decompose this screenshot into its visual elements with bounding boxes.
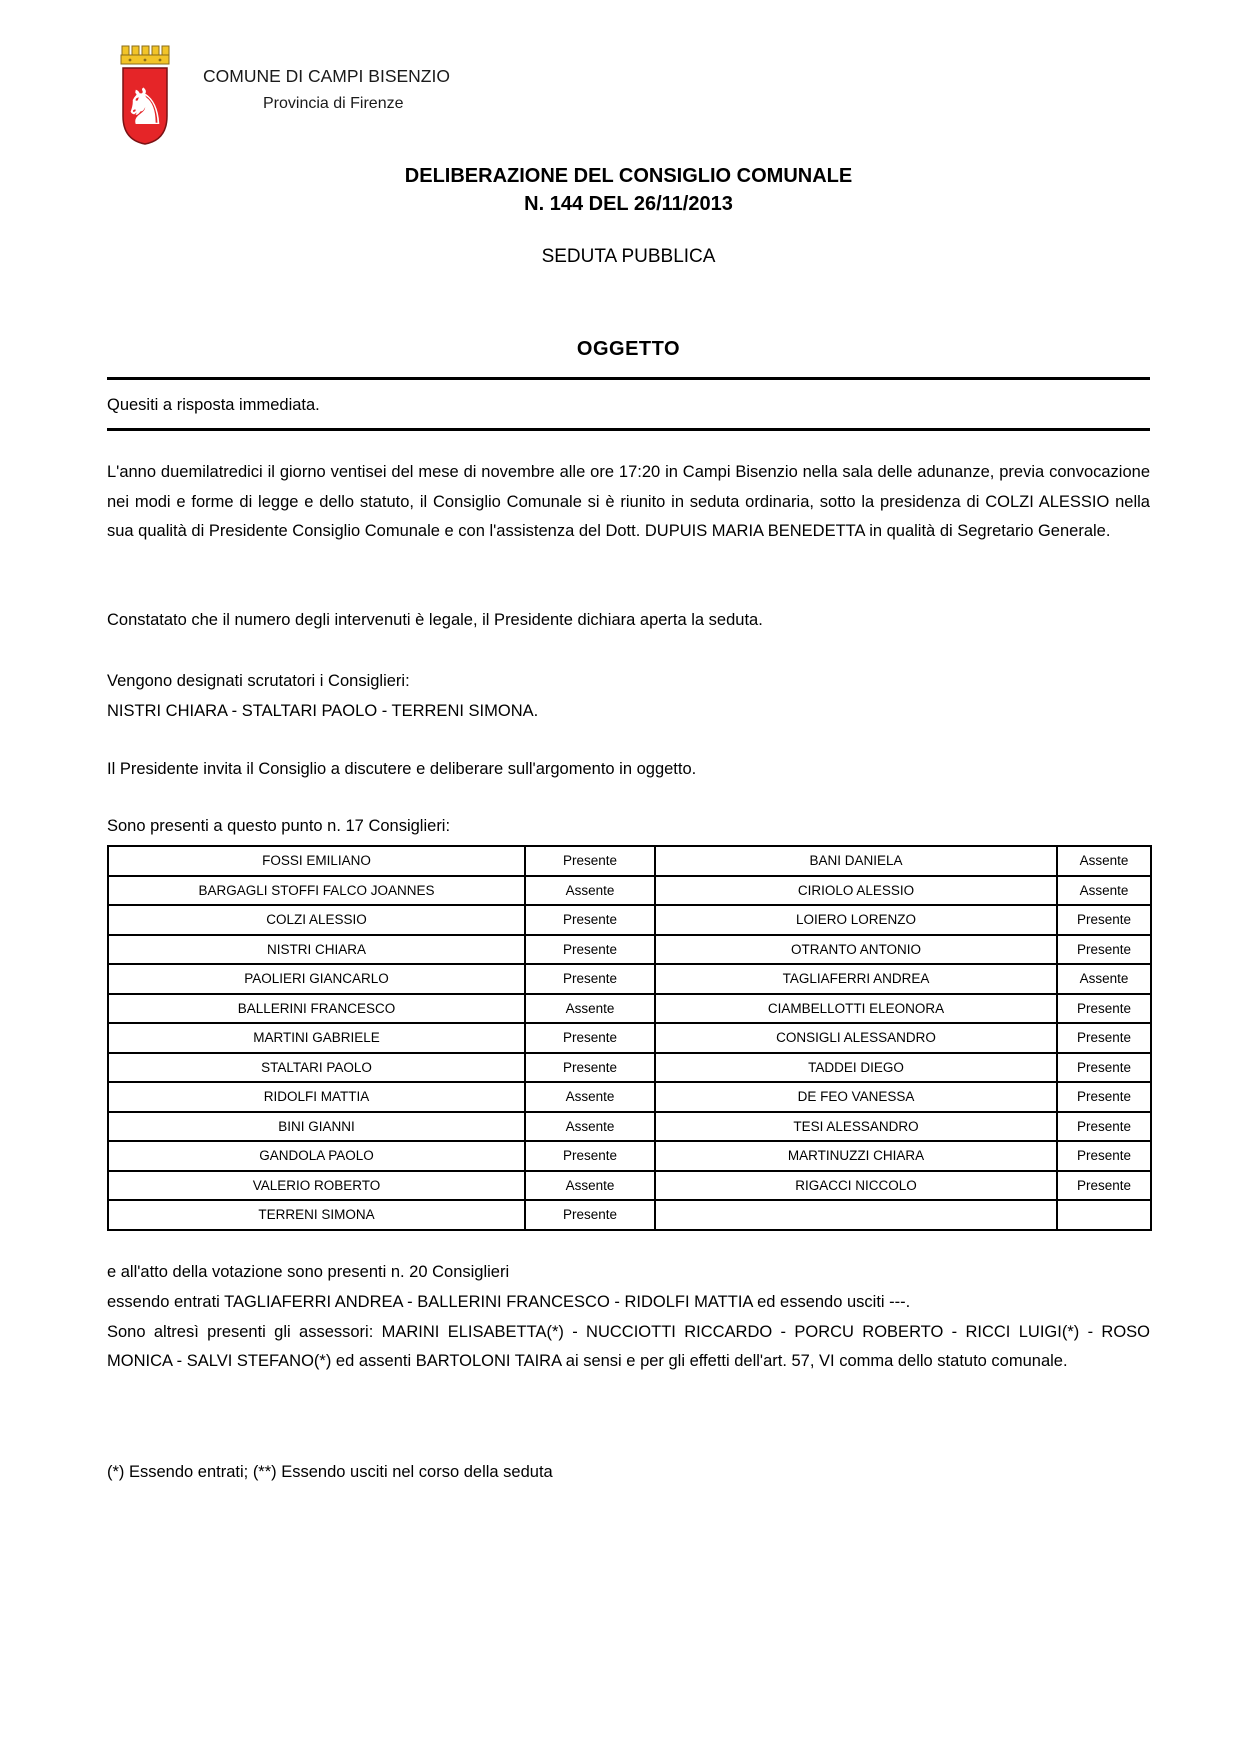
status-right: Assente [1057,964,1151,994]
councilor-name-right: CONSIGLI ALESSANDRO [655,1023,1057,1053]
object-heading: OGGETTO [576,338,681,360]
attendance-row [108,1200,1151,1230]
status-right: Presente [1057,935,1151,965]
councilor-name-right: BANI DANIELA [655,846,1057,876]
status-left: Presente [525,846,655,876]
councilor-name-right: RIGACCI NICCOLO [655,1171,1057,1201]
attendance-row [108,1171,1151,1201]
attendance-row [108,964,1151,994]
councilor-name-right: OTRANTO ANTONIO [655,935,1057,965]
attendance-row [108,994,1151,1024]
status-left: Assente [525,876,655,906]
attendance-row [108,1112,1151,1142]
status-right: Presente [1057,1141,1151,1171]
invitation-paragraph: Il Presidente invita il Consiglio a discutere e deliberare sull'argomento in oggetto. [107,760,697,778]
scrutineers-block [107,667,1150,726]
councilor-name-left: BINI GIANNI [108,1112,525,1142]
status-left: Presente [525,1053,655,1083]
councilor-name-left: TERRENI SIMONA [108,1200,525,1230]
councilor-name-left: FOSSI EMILIANO [108,846,525,876]
status-right: Presente [1057,1112,1151,1142]
councilor-name-left: COLZI ALESSIO [108,905,525,935]
attendance-row [108,935,1151,965]
status-left: Presente [525,1023,655,1053]
quorum-paragraph: Constatato che il numero degli intervenuti è legale, il Presidente dichiara aperta la seduta. [107,611,763,629]
status-left: Assente [525,1082,655,1112]
coat-of-arms-graphic [118,42,172,146]
assessors-line: Sono altresì presenti gli assessori: MARINI ELISABETTA(*) - NUCCIOTTI RICCARDO - PORCU ROBERTO - RICCI LUIGI(*) - ROSO MONICA - SALVI STEFANO(*) ed assenti BARTOLONI TAIRA ai sensi e per gli effetti dell'art. 57, VI comma dello statuto comunale. [107,1322,1150,1371]
attendance-row [108,876,1151,906]
divider-top [107,377,1150,380]
attendance-row [108,846,1151,876]
attendance-table-body [108,846,1151,1230]
session-type: SEDUTA PUBBLICA [541,246,716,267]
municipal-coat-of-arms [118,42,172,146]
divider-bottom [107,428,1150,431]
status-right: Presente [1057,1053,1151,1083]
councilor-name-left: GANDOLA PAOLO [108,1141,525,1171]
status-left: Presente [525,1141,655,1171]
councilor-name-left: BALLERINI FRANCESCO [108,994,525,1024]
councilor-name-right: TESI ALESSANDRO [655,1112,1057,1142]
municipality-name: COMUNE DI CAMPI BISENZIO [203,66,450,86]
councilor-name-left: VALERIO ROBERTO [108,1171,525,1201]
councilor-name-left: NISTRI CHIARA [108,935,525,965]
councilor-name-right: CIRIOLO ALESSIO [655,876,1057,906]
councilor-name-left: STALTARI PAOLO [108,1053,525,1083]
status-right: Presente [1057,994,1151,1024]
voting-presence-block [107,1258,1150,1377]
councilor-name-left: MARTINI GABRIELE [108,1023,525,1053]
councilor-name-right: DE FEO VANESSA [655,1082,1057,1112]
councilor-name-right: TADDEI DIEGO [655,1053,1057,1083]
presence-intro: Sono presenti a questo punto n. 17 Consiglieri: [107,817,451,835]
attendance-row [108,1141,1151,1171]
voting-presence-line: e all'atto della votazione sono presenti n. 20 Consiglieri [107,1263,510,1281]
entered-exited-line: essendo entrati TAGLIAFERRI ANDREA - BALLERINI FRANCESCO - RIDOLFI MATTIA ed essendo usciti ---. [107,1292,911,1311]
attendance-row [108,1053,1151,1083]
councilor-name-right: LOIERO LORENZO [655,905,1057,935]
status-right: Presente [1057,1082,1151,1112]
status-left: Presente [525,905,655,935]
status-left: Assente [525,1171,655,1201]
deliberation-title-line1: DELIBERAZIONE DEL CONSIGLIO COMUNALE [404,165,853,187]
councilor-name-right: CIAMBELLOTTI ELEONORA [655,994,1057,1024]
councilor-name-left: PAOLIERI GIANCARLO [108,964,525,994]
status-left: Assente [525,994,655,1024]
councilor-name-right [655,1200,1057,1230]
status-left: Presente [525,935,655,965]
footnote: (*) Essendo entrati; (**) Essendo usciti nel corso della seduta [107,1463,553,1481]
attendance-table [107,845,1152,1231]
status-right [1057,1200,1151,1230]
object-subject: Quesiti a risposta immediata. [107,396,320,414]
scrutineers-intro: Vengono designati scrutatori i Consiglieri: [107,672,410,690]
attendance-row [108,1023,1151,1053]
councilor-name-right: TAGLIAFERRI ANDREA [655,964,1057,994]
crown-icon [121,46,169,64]
attendance-row [108,905,1151,935]
province-name: Provincia di Firenze [263,95,404,112]
status-right: Presente [1057,1023,1151,1053]
opening-paragraph: L'anno duemilatredici il giorno ventisei del mese di novembre alle ore 17:20 in Campi Bisenzio nella sala delle adunanze, previa convocazione nei modi e forme di legge e dello statuto, il Consiglio Comunale si è riunito in seduta ordinaria, sotto la presidenza di COLZI ALESSIO nella sua qualità di Presidente Consiglio Comunale e con l'assistenza del Dott. DUPUIS MARIA BENEDETTA in qualità di Segretario Generale. [107,463,1150,540]
councilor-name-left: RIDOLFI MATTIA [108,1082,525,1112]
status-left: Assente [525,1112,655,1142]
status-right: Presente [1057,905,1151,935]
horse-icon: ♞ [122,78,168,136]
status-right: Assente [1057,876,1151,906]
status-left: Presente [525,964,655,994]
attendance-row [108,1082,1151,1112]
status-right: Presente [1057,1171,1151,1201]
scrutineers-names: NISTRI CHIARA - STALTARI PAOLO - TERRENI SIMONA. [107,701,539,720]
status-right: Assente [1057,846,1151,876]
councilor-name-left: BARGAGLI STOFFI FALCO JOANNES [108,876,525,906]
deliberation-title-line2: N. 144 DEL 26/11/2013 [524,193,733,215]
status-left: Presente [525,1200,655,1230]
councilor-name-right: MARTINUZZI CHIARA [655,1141,1057,1171]
